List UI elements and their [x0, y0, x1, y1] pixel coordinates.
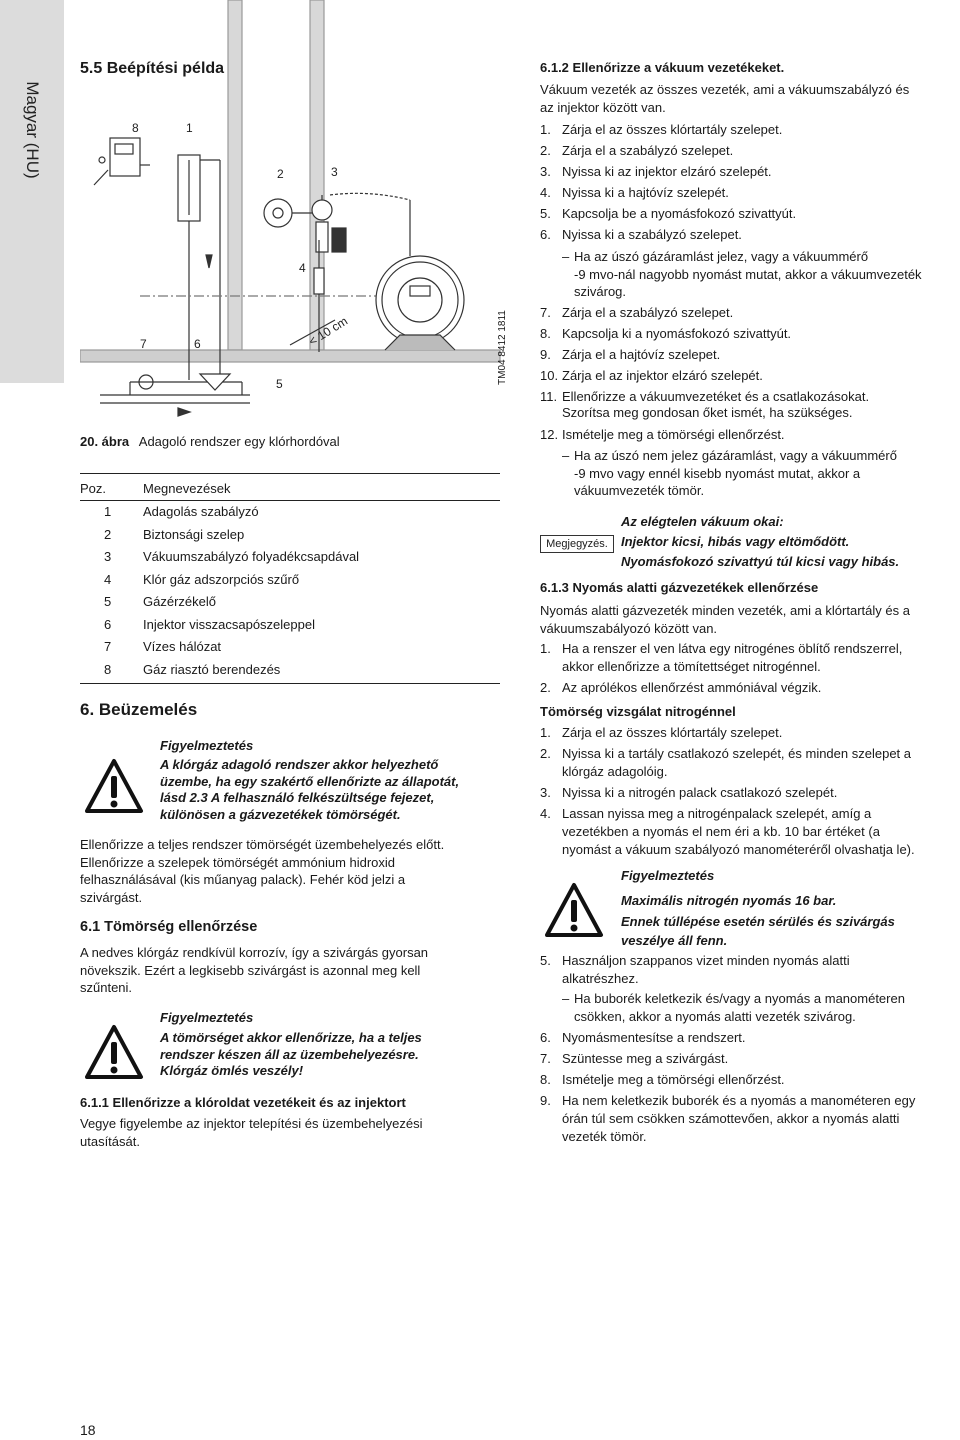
list-item: 6. Nyissa ki a szabályzó szelepet.	[540, 227, 742, 242]
table-row: 8 Gáz riasztó berendezés	[104, 661, 281, 677]
paragraph-6-1: A nedves klórgáz rendkívül korrozív, így a szivárgás gyorsan növekszik. Ezért a legkisebb szivárgást is azonnal meg kell szűnteni.	[80, 945, 429, 995]
diagram-label-8: 8	[132, 121, 139, 135]
table-row: 5 Gázérzékelő	[104, 594, 216, 609]
table-row: 7 Vízes hálózat	[104, 639, 222, 654]
diagram-label-6: 6	[194, 337, 201, 351]
warning-text: A tömörséget akkor ellenőrizze, ha a teljes rendszer készen áll az üzembehelyezésre. Klórgáz ömlés veszély!	[160, 1030, 422, 1078]
table-row: 2 Biztonsági szelep	[104, 526, 245, 542]
list-item: 3. Nyissa ki a nitrogén palack csatlakozó szelepét.	[540, 785, 838, 800]
figure-caption-number: 20. ábra	[80, 434, 130, 449]
table-row: 4 Klór gáz adszorpciós szűrő	[104, 571, 300, 587]
list-item: 6. Nyomásmentesítse a rendszert.	[540, 1030, 746, 1045]
list-item: 9. Zárja el a hajtóvíz szelepet.	[540, 347, 721, 362]
dash-item: – Ha az úszó gázáramlást jelez, vagy a vákuummérő -9 mvo-nál nagyobb nyomást mutat, akkor a vákuumvezeték szivárog.	[562, 249, 922, 299]
list-item: 7. Zárja el a szabályzó szelepet.	[540, 305, 734, 320]
language-label: Magyar (HU)	[23, 81, 42, 179]
warning-icon	[544, 882, 604, 938]
figure-caption	[80, 433, 340, 451]
list-item: 12. Ismételje meg a tömörségi ellenőrzést.	[540, 427, 785, 442]
warning-icon	[84, 758, 144, 814]
list-item: 10. Zárja el az injektor elzáró szelepét.	[540, 368, 763, 383]
note-text: Az elégtelen vákuum okai: Injektor kicsi, hibás vagy eltömődött. Nyomásfokozó szivattyú túl kicsi vagy hibás.	[621, 514, 900, 569]
paragraph-6-1-2: Vákuum vezeték az összes vezeték, ami a vákuumszabályzó és az injektor között van.	[540, 82, 910, 115]
paragraph-6-1-1: Vegye figyelembe az injektor telepítési és üzembehelyezési utasítását.	[80, 1116, 423, 1149]
section-title-6-1-2: 6.1.2 Ellenőrizze a vákuum vezetékeket.	[540, 60, 785, 75]
figure-code: TM04 8412 1811	[497, 310, 508, 385]
list-item: 2. Nyissa ki a tartály csatlakozó szelepét, és minden szelepet a	[540, 746, 912, 761]
section-title-6-1-1: 6.1.1 Ellenőrizze a klóroldat vezetékeit és az injektort	[80, 1095, 406, 1110]
diagram-label-5: 5	[276, 377, 283, 391]
table-row: 1 Adagolás szabályzó	[104, 504, 259, 519]
note-badge: Megjegyzés.	[540, 535, 614, 553]
table-header-name: Megnevezések	[143, 481, 231, 496]
paragraph-6: Ellenőrizze a teljes rendszer tömörségét üzembehelyezés előtt. Ellenőrizze a szelepek tömörségét ammónium hidroxid felhasználásával (kis műanyag palack). Fehér köd jelzi a szivárgást.	[80, 837, 445, 905]
list-item: 5. Kapcsolja be a nyomásfokozó szivattyút.	[540, 206, 797, 221]
list-item: 2. Zárja el a szabályzó szelepet.	[540, 143, 734, 158]
nitrogen-steps: 1. Zárja el az összes klórtartály szelepet. 2. Nyissa ki a tartály csatlakozó szelepét, és minden szelepet a klórgáz adagolóig. 3. Nyissa ki a nitrogén palack csatlakozó szelepét. 4. Lassan nyissa meg a nitrogénpalack szelepét, amíg a vezetékben a nyomás el nem éri a kb. 10 bar értéket (a nyomást a vákuum szabályozó manométeréről olvashatja le).	[540, 724, 960, 859]
paragraph-6-1-3: Nyomás alatti gázvezeték minden vezeték, ami a klórtartály és a vákuumszabályozó között van.	[540, 603, 910, 636]
list-item: 7. Szüntesse meg a szivárgást.	[540, 1051, 729, 1066]
vacuum-steps-list-2	[540, 302, 960, 407]
diagram-label-3: 3	[331, 165, 338, 179]
language-side-tab	[0, 0, 64, 383]
table-header-rule	[80, 500, 500, 501]
table-row: 3 Vákuumszabályzó folyadékcsapdával	[104, 549, 360, 564]
section-title-6: 6. Beüzemelés	[80, 700, 198, 719]
installation-diagram	[80, 0, 520, 430]
diagram-label-7: 7	[140, 337, 147, 351]
page-number: 18	[80, 1422, 96, 1438]
list-item: 9. Ha nem keletkezik buborék és a nyomás a manométeren egy	[540, 1093, 916, 1108]
list-item: 4. Lassan nyissa meg a nitrogénpalack szelepét, amíg a	[540, 806, 872, 821]
list-item: 4. Nyissa ki a hajtóvíz szelepét.	[540, 185, 729, 200]
vacuum-steps-list-3	[540, 424, 960, 445]
list-item: 1. Zárja el az összes klórtartály szelepet.	[540, 725, 783, 740]
diagram-distance-label: < 10 cm	[306, 313, 351, 349]
warning-text: Maximális nitrogén nyomás 16 bar. Ennek túllépése esetén sérülés és szivárgás veszélye áll fenn.	[621, 893, 895, 948]
diagram-label-2: 2	[277, 167, 284, 181]
dash-item: – Ha az úszó nem jelez gázáramlást, vagy a vákuummérő -9 mvo vagy ennél kisebb nyomást mutat, akkor a vákuumvezeték tömör.	[562, 448, 897, 498]
table-header-pos: Poz.	[80, 481, 107, 496]
nitrogen-test-title: Tömörség vizsgálat nitrogénnel	[540, 704, 736, 719]
list-item: 1. Zárja el az összes klórtartály szelepet.	[540, 122, 783, 137]
list-item: 8. Ismételje meg a tömörségi ellenőrzést.	[540, 1072, 785, 1087]
table-row: 6 Injektor visszacsapószeleppel	[104, 616, 315, 632]
list-item: 2. Az aprólékos ellenőrzést ammóniával végzik.	[540, 680, 822, 695]
section-title-6-1-3: 6.1.3 Nyomás alatti gázvezetékek ellenőrzése	[540, 580, 819, 595]
list-item: 5. Használjon szappanos vizet minden nyomás alatti	[540, 953, 850, 968]
list-item-continuation: Szorítsa meg gondosan őket ismét, ha szükséges.	[562, 405, 853, 420]
table-bottom-rule	[80, 683, 500, 684]
warning-title: Figyelmeztetés	[160, 1010, 254, 1025]
table-top-rule	[80, 473, 500, 474]
list-item: 8. Kapcsolja ki a nyomásfokozó szivattyút.	[540, 326, 792, 341]
vacuum-steps-list	[540, 119, 960, 245]
nitrogen-steps-2: 5. Használjon szappanos vizet minden nyomás alatti alkatrészhez.	[540, 952, 960, 988]
list-item: 3. Nyissa ki az injektor elzáró szelepét.	[540, 164, 772, 179]
warning-title: Figyelmeztetés	[160, 738, 254, 753]
position-table	[80, 503, 500, 683]
warning-text: A klórgáz adagoló rendszer akkor helyezhető üzembe, ha egy szakértő ellenőrizte az állapotát, lásd 2.3 A felhasználó felkészültsége fejezet, különösen a gázvezetékek tömörségét.	[160, 757, 460, 822]
warning-title: Figyelmeztetés	[621, 868, 715, 883]
dash-item: – Ha buborék keletkezik és/vagy a nyomás a manométeren csökken, akkor a nyomás alatti vezeték szivárog.	[562, 991, 905, 1024]
section-title-5-5: 5.5 Beépítési példa	[80, 60, 225, 77]
diagram-label-4: 4	[299, 261, 306, 275]
list-item: 11. Ellenőrizze a vákuumvezetéket és a csatlakozásokat.	[540, 389, 870, 404]
list-item: 1. Ha a renszer el ven látva egy nitrogénes öblítő rendszerrel, akkor ellenőrizze a tömítettséget nitrogénnel.	[540, 641, 903, 674]
nitrogen-steps-3: 6. Nyomásmentesítse a rendszert. 7. Szüntesse meg a szivárgást. 8. Ismételje meg a tömörségi ellenőrzést. 9. Ha nem keletkezik buborék és a nyomás a manométeren egy órán túl sem csökken számottevően, akkor a nyomás alatti vezeték tömör.	[540, 1027, 960, 1146]
diagram-label-1: 1	[186, 121, 193, 135]
warning-icon	[84, 1024, 144, 1080]
figure-caption-text: Adagoló rendszer egy klórhordóval	[138, 434, 340, 449]
section-title-6-1: 6.1 Tömörség ellenőrzése	[80, 919, 258, 935]
